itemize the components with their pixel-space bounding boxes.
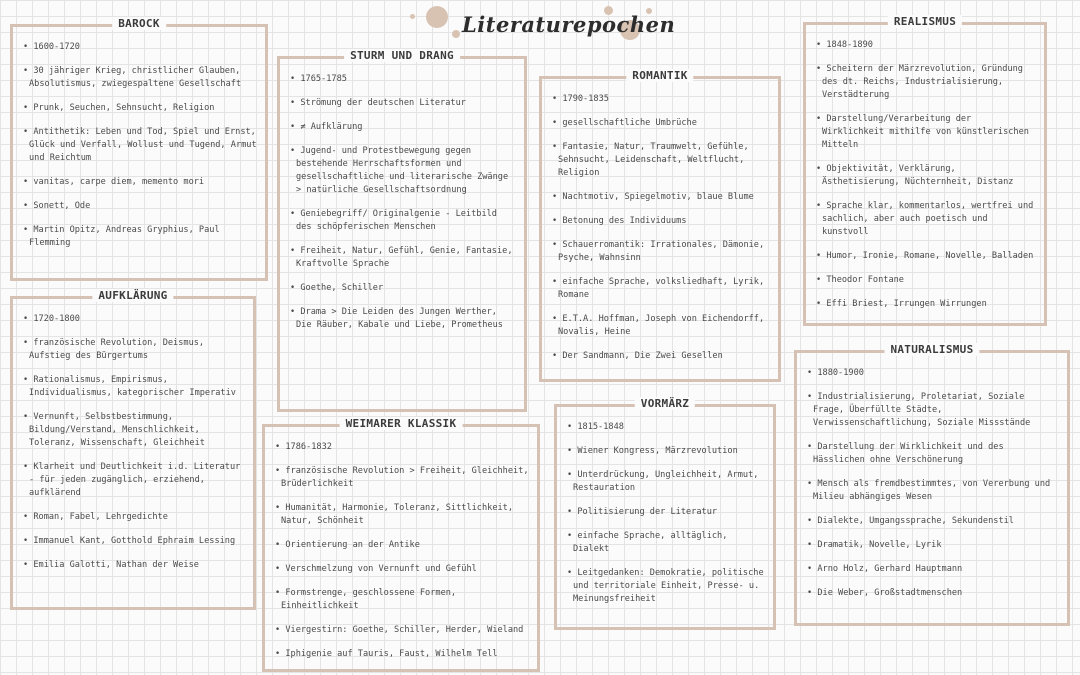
list-item: • Emilia Galotti, Nathan der Weise <box>23 559 245 572</box>
epoch-list <box>816 39 1036 311</box>
decorative-dot <box>410 14 415 19</box>
list-item: • Fantasie, Natur, Traumwelt, Gefühle, Sehnsucht, Leidenschaft, Weltflucht, Religion <box>552 141 770 180</box>
list-item: • Industrialisierung, Proletariat, Soziale Frage, Überfüllte Städte, Verwissenschaftlichung, Soziale Missstände <box>807 391 1059 430</box>
epoch-title: AUFKLÄRUNG <box>92 289 173 302</box>
list-item: • 1848-1890 <box>816 39 1036 52</box>
list-item: • 1790-1835 <box>552 93 770 106</box>
epoch-card-aufklaerung <box>10 289 256 610</box>
epoch-title: VORMÄRZ <box>635 397 695 410</box>
list-item: • Theodor Fontane <box>816 274 1036 287</box>
list-item: • Rationalismus, Empirismus, Individualismus, kategorischer Imperativ <box>23 374 245 400</box>
list-item: • Betonung des Individuums <box>552 215 770 228</box>
list-item: • E.T.A. Hoffman, Joseph von Eichendorff, Novalis, Heine <box>552 313 770 339</box>
list-item: • einfache Sprache, alltäglich, Dialekt <box>567 530 765 556</box>
list-item: • Unterdrückung, Ungleichheit, Armut, Restauration <box>567 469 765 495</box>
decorative-dot <box>452 30 460 38</box>
epoch-list <box>567 421 765 606</box>
list-item: • Formstrenge, geschlossene Formen, Einheitlichkeit <box>275 587 529 613</box>
list-item: • Dramatik, Novelle, Lyrik <box>807 539 1059 552</box>
list-item: • Wiener Kongress, Märzrevolution <box>567 445 765 458</box>
epoch-list <box>23 313 245 572</box>
epoch-title: WEIMARER KLASSIK <box>340 417 463 430</box>
list-item: • Leitgedanken: Demokratie, politische und territoriale Einheit, Presse- u. Meinungsfreiheit <box>567 567 765 606</box>
list-item: • 1720-1800 <box>23 313 245 326</box>
epoch-list <box>807 367 1059 600</box>
epoch-card-realismus <box>803 15 1047 326</box>
list-item: • Goethe, Schiller <box>290 282 516 295</box>
list-item: • französische Revolution, Deismus, Aufstieg des Bürgertums <box>23 337 245 363</box>
list-item: • Klarheit und Deutlichkeit i.d. Literatur - für jeden zugänglich, erziehend, aufklärend <box>23 461 245 500</box>
epoch-list <box>552 93 770 363</box>
list-item: • Darstellung der Wirklichkeit und des Hässlichen ohne Verschönerung <box>807 441 1059 467</box>
list-item: • 1815-1848 <box>567 421 765 434</box>
list-item: • 1765-1785 <box>290 73 516 86</box>
list-item: • Strömung der deutschen Literatur <box>290 97 516 110</box>
list-item: • gesellschaftliche Umbrüche <box>552 117 770 130</box>
list-item: • Antithetik: Leben und Tod, Spiel und Ernst, Glück und Verfall, Wollust und Tugend, Armut und Reichtum <box>23 126 257 165</box>
list-item: • Objektivität, Verklärung, Ästhetisierung, Nüchternheit, Distanz <box>816 163 1036 189</box>
list-item: • Jugend- und Protestbewegung gegen bestehende Herrschaftsformen und gesellschaftliche und literarische Zwänge > natürliche Gesellschaftsordnung <box>290 145 516 197</box>
epoch-card-weimarer-klassik <box>262 417 540 672</box>
epoch-card-naturalismus <box>794 343 1070 626</box>
list-item: • Mensch als fremdbestimmtes, von Vererbung und Milieu abhängiges Wesen <box>807 478 1059 504</box>
list-item: • Verschmelzung von Vernunft und Gefühl <box>275 563 529 576</box>
list-item: • Der Sandmann, Die Zwei Gesellen <box>552 350 770 363</box>
list-item: • Dialekte, Umgangssprache, Sekundenstil <box>807 515 1059 528</box>
list-item: • Politisierung der Literatur <box>567 506 765 519</box>
epoch-title: REALISMUS <box>888 15 962 28</box>
list-item: • Freiheit, Natur, Gefühl, Genie, Fantasie, Kraftvolle Sprache <box>290 245 516 271</box>
epoch-card-sturm-und-drang <box>277 49 527 412</box>
list-item: • Vernunft, Selbstbestimmung, Bildung/Verstand, Menschlichkeit, Toleranz, Wissenschaft, Gleichheit <box>23 411 245 450</box>
list-item: • Humor, Ironie, Romane, Novelle, Balladen <box>816 250 1036 263</box>
list-item: • Drama > Die Leiden des Jungen Werther, Die Räuber, Kabale und Liebe, Prometheus <box>290 306 516 332</box>
list-item: • Darstellung/Verarbeitung der Wirklichkeit mithilfe von künstlerischen Mitteln <box>816 113 1036 152</box>
list-item: • Die Weber, Großstadtmenschen <box>807 587 1059 600</box>
epoch-card-romantik <box>539 69 781 382</box>
list-item: • Geniebegriff/ Originalgenie - Leitbild des schöpferischen Menschen <box>290 208 516 234</box>
epoch-list <box>290 73 516 332</box>
list-item: • 1786-1832 <box>275 441 529 454</box>
epoch-list <box>23 41 257 250</box>
list-item: • ≠ Aufklärung <box>290 121 516 134</box>
epoch-card-barock <box>10 17 268 281</box>
epoch-title: ROMANTIK <box>626 69 693 82</box>
list-item: • Scheitern der Märzrevolution, Gründung des dt. Reichs, Industrialisierung, Verstädterung <box>816 63 1036 102</box>
list-item: • Humanität, Harmonie, Toleranz, Sittlichkeit, Natur, Schönheit <box>275 502 529 528</box>
list-item: • Viergestirn: Goethe, Schiller, Herder, Wieland <box>275 624 529 637</box>
list-item: • französische Revolution > Freiheit, Gleichheit, Brüderlichkeit <box>275 465 529 491</box>
decorative-dot <box>426 6 448 28</box>
epoch-title: STURM UND DRANG <box>344 49 460 62</box>
list-item: • 30 jähriger Krieg, christlicher Glauben, Absolutismus, zwiegespaltene Gesellschaft <box>23 65 257 91</box>
list-item: • Effi Briest, Irrungen Wirrungen <box>816 298 1036 311</box>
list-item: • vanitas, carpe diem, memento mori <box>23 176 257 189</box>
list-item: • Iphigenie auf Tauris, Faust, Wilhelm Tell <box>275 648 529 661</box>
list-item: • Sonett, Ode <box>23 200 257 213</box>
list-item: • Schauerromantik: Irrationales, Dämonie, Psyche, Wahnsinn <box>552 239 770 265</box>
list-item: • Nachtmotiv, Spiegelmotiv, blaue Blume <box>552 191 770 204</box>
list-item: • Orientierung an der Antike <box>275 539 529 552</box>
list-item: • Martin Opitz, Andreas Gryphius, Paul Flemming <box>23 224 257 250</box>
list-item: • Roman, Fabel, Lehrgedichte <box>23 511 245 524</box>
list-item: • Arno Holz, Gerhard Hauptmann <box>807 563 1059 576</box>
list-item: • Immanuel Kant, Gotthold Ephraim Lessing <box>23 535 245 548</box>
list-item: • 1880-1900 <box>807 367 1059 380</box>
page-title: Literaturepochen <box>462 12 676 37</box>
list-item: • Sprache klar, kommentarlos, wertfrei und sachlich, aber auch poetisch und kunstvoll <box>816 200 1036 239</box>
epoch-title: BAROCK <box>112 17 166 30</box>
list-item: • einfache Sprache, volksliedhaft, Lyrik, Romane <box>552 276 770 302</box>
epoch-title: NATURALISMUS <box>884 343 979 356</box>
list-item: • 1600-1720 <box>23 41 257 54</box>
list-item: • Prunk, Seuchen, Sehnsucht, Religion <box>23 102 257 115</box>
epoch-card-vormaerz <box>554 397 776 630</box>
epoch-list <box>275 441 529 661</box>
